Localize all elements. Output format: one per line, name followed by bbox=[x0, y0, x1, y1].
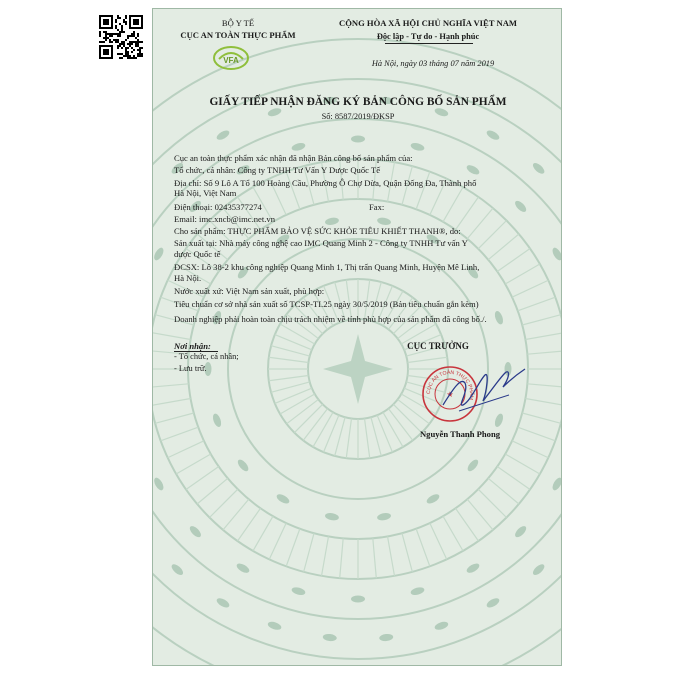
factory-address-line-1: ĐCSX: Lô 38-2 khu công nghiệp Quang Minh 1, Thị trấn Quang Minh, Huyện Mê Linh, bbox=[174, 262, 480, 272]
recipient-item: - Lưu trữ. bbox=[174, 364, 207, 373]
nation-title: CỘNG HÒA XÃ HỘI CHỦ NGHĨA VIỆT NAM bbox=[338, 18, 518, 28]
origin: Nước xuất xứ: Việt Nam sản xuất, phù hợp: bbox=[174, 286, 325, 296]
organization: Tổ chức, cá nhân: Công ty TNHH Tư Vấn Y Dược Quốc Tế bbox=[174, 165, 381, 175]
handwritten-signature-icon bbox=[439, 361, 529, 421]
ministry-name: BỘ Y TẾ bbox=[221, 18, 255, 28]
standard: Tiêu chuẩn cơ sở nhà sản xuất số TCSP-TI.25 ngày 30/5/2019 (Bản tiêu chuẩn gắn kèm) bbox=[174, 299, 479, 309]
certificate bbox=[152, 8, 562, 666]
producer-line-1: Sản xuất tại: Nhà máy công nghệ cao IMC Quang Minh 2 - Công ty TNHH Tư vấn Y bbox=[174, 238, 468, 248]
motto: Độc lập - Tự do - Hạnh phúc bbox=[376, 32, 480, 41]
fax: Fax: bbox=[369, 202, 385, 212]
vfa-logo-icon bbox=[211, 45, 251, 71]
agency-name: CỤC AN TOÀN THỰC PHẨM bbox=[180, 30, 296, 40]
recipient-item: - Tổ chức, cá nhân; bbox=[174, 352, 239, 361]
motto-underline bbox=[385, 43, 473, 44]
factory-address-line-2: Hà Nội. bbox=[174, 273, 202, 283]
email: Email: imc.xncb@imc.net.vn bbox=[174, 214, 275, 224]
address-line-2: Hà Nội, Việt Nam bbox=[174, 188, 237, 198]
place-date: Hà Nội, ngày 03 tháng 07 năm 2019 bbox=[371, 59, 495, 68]
producer-line-2: dược Quốc tế bbox=[174, 249, 221, 259]
logo-text: VFA bbox=[223, 56, 239, 65]
product-name: Cho sản phẩm: THỰC PHẨM BẢO VỆ SỨC KHỎE TIÊU KHIẾT THANH®, do: bbox=[174, 226, 461, 236]
document-number: Số: 8587/2019/ĐKSP bbox=[321, 112, 395, 121]
document-title: GIẤY TIẾP NHẬN ĐĂNG KÝ BẢN CÔNG BỐ SẢN PHẨM bbox=[209, 96, 507, 108]
svg-text:★: ★ bbox=[446, 390, 454, 399]
signer-role: CỤC TRƯỞNG bbox=[407, 341, 469, 351]
qr-code-icon bbox=[99, 15, 143, 59]
recipients-title: Nơi nhận: bbox=[174, 341, 211, 351]
seal-text: CỤC AN TOÀN THỰC PHẨM bbox=[425, 369, 475, 401]
signer-name: Nguyễn Thanh Phong bbox=[419, 429, 501, 439]
responsibility: Doanh nghiệp phải hoàn toàn chịu trách nhiệm về tính phù hợp của sản phẩm đã công bố./. bbox=[174, 314, 487, 324]
phone: Điện thoại: 02435377274 bbox=[174, 202, 262, 212]
intro-text: Cục an toàn thực phẩm xác nhận đã nhận Bản công bố sản phẩm của: bbox=[174, 153, 413, 163]
address-line-1: Địa chỉ: Số 9 Lô A Tổ 100 Hoàng Cầu, Phường Ô Chợ Dừa, Quận Đống Đa, Thành phố bbox=[174, 178, 477, 188]
